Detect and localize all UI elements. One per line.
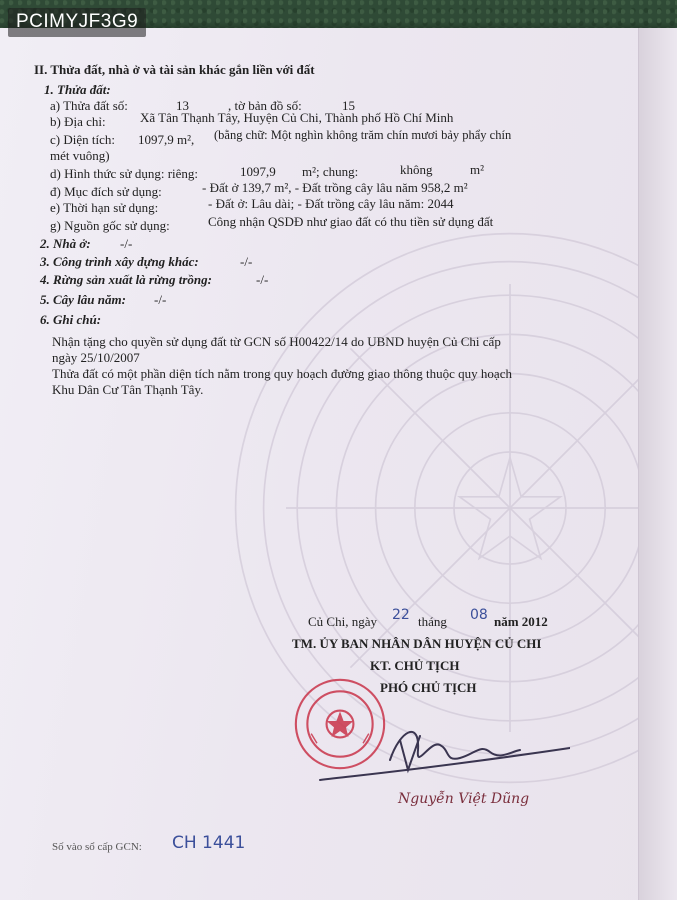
- origin-value: Công nhận QSDĐ như giao đất có thu tiền sử dụng đất: [208, 214, 494, 229]
- forest-label: 4. Rừng sản xuất là rừng trồng:: [40, 272, 212, 287]
- purpose-label: đ) Mục đích sử dụng:: [50, 184, 162, 199]
- house-value: -/-: [120, 236, 133, 251]
- other-works-value: -/-: [240, 254, 253, 269]
- certificate-page: [0, 28, 677, 900]
- forest-value: -/-: [256, 272, 269, 287]
- register-value: CH 1441: [172, 833, 246, 853]
- perennial-label: 5. Cây lâu năm:: [40, 292, 126, 307]
- notes-line-2: ngày 25/10/2007: [52, 350, 140, 365]
- origin-label: g) Nguồn gốc sử dụng:: [50, 218, 170, 233]
- notes-line-4: Khu Dân Cư Tân Thạnh Tây.: [52, 382, 204, 397]
- usage-form-label: d) Hình thức sử dụng: riêng:: [50, 166, 199, 181]
- usage-private-value: 1097,9: [240, 164, 276, 179]
- address-value: Xã Tân Thạnh Tây, Huyện Củ Chi, Thành phố Hồ Chí Minh: [140, 110, 454, 125]
- sign-day: 22: [392, 607, 410, 623]
- parcel-number-label: a) Thửa đất số:: [50, 98, 128, 113]
- notes-line-1: Nhận tặng cho quyền sử dụng đất từ GCN số H00422/14 do UBND huyện Củ Chi cấp: [52, 334, 501, 349]
- address-label: b) Địa chỉ:: [50, 114, 106, 129]
- sign-year: năm 2012: [494, 614, 548, 629]
- sign-role-1: KT. CHỦ TỊCH: [370, 658, 460, 673]
- sign-org: TM. ỦY BAN NHÂN DÂN HUYỆN CỦ CHI: [292, 636, 542, 651]
- sign-place: Củ Chi, ngày: [308, 614, 377, 629]
- term-label: e) Thời hạn sử dụng:: [50, 200, 159, 215]
- signer-name: Nguyễn Việt Dũng: [398, 791, 530, 807]
- area-label: c) Diện tích:: [50, 132, 115, 147]
- notes-line-3: Thửa đất có một phần diện tích nằm trong quy hoạch đường giao thông thuộc quy hoạch: [52, 366, 512, 381]
- term-value: - Đất ở: Lâu dài; - Đất trồng cây lâu năm: 2044: [208, 196, 454, 211]
- area-in-words-cont: mét vuông): [50, 148, 110, 163]
- usage-common-value: không: [400, 162, 433, 177]
- perennial-value: -/-: [154, 292, 167, 307]
- usage-common-unit: m²: [470, 162, 485, 177]
- other-works-label: 3. Công trình xây dựng khác:: [40, 254, 199, 269]
- map-sheet-label: , tờ bản đồ số:: [228, 98, 302, 113]
- map-sheet-value: 15: [342, 98, 355, 113]
- area-value: 1097,9 m²,: [138, 132, 195, 147]
- land-heading: 1. Thửa đất:: [44, 82, 111, 97]
- parcel-number-value: 13: [176, 98, 189, 113]
- signature-icon: [300, 700, 570, 800]
- area-in-words: (bằng chữ: Một nghìn không trăm chín mươi bảy phẩy chín: [214, 128, 512, 142]
- sign-month-label: tháng: [418, 614, 447, 629]
- paper-fold-edge: [638, 28, 677, 900]
- notes-heading: 6. Ghi chú:: [40, 312, 102, 327]
- section-title: II. Thửa đất, nhà ở và tài sản khác gắn liền với đất: [34, 62, 315, 77]
- house-label: 2. Nhà ở:: [40, 236, 91, 251]
- usage-common-label: m²; chung:: [302, 164, 359, 179]
- register-label: Số vào sổ cấp GCN:: [52, 841, 142, 853]
- watermark-label: PCIMYJF3G9: [8, 8, 146, 37]
- sign-month: 08: [470, 607, 488, 623]
- purpose-value: - Đất ở 139,7 m², - Đất trồng cây lâu năm 958,2 m²: [202, 180, 468, 195]
- sign-role-2: PHÓ CHỦ TỊCH: [380, 680, 477, 695]
